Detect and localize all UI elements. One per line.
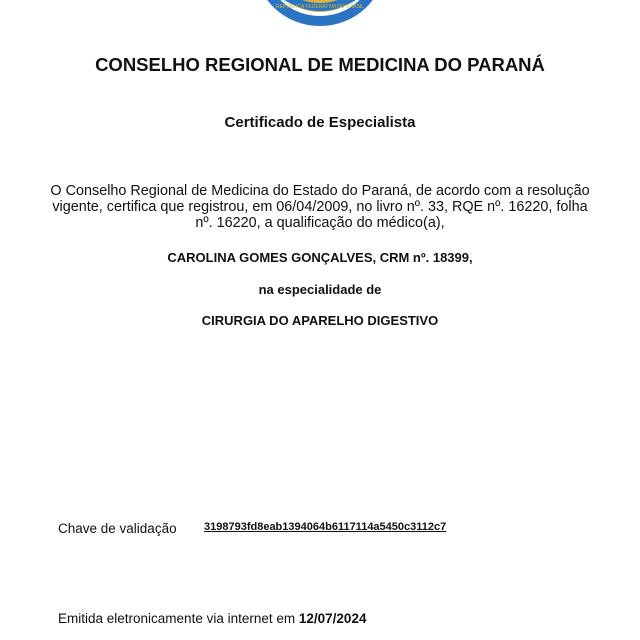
doctor-name: CAROLINA GOMES GONÇALVES, CRM nº. 18399, <box>167 250 473 265</box>
specialty-label: na especialidade de <box>258 282 382 297</box>
crm-seal-logo <box>253 0 387 28</box>
validation-key-link[interactable]: 3198793fd8eab1394064b6117114a5450c3112c7 <box>204 521 447 533</box>
issued-statement <box>58 611 366 626</box>
certificate-subtitle: Certificado de Especialista <box>224 114 416 131</box>
specialty-name: CIRURGIA DO APARELHO DIGESTIVO <box>201 313 439 328</box>
issued-date: 12/07/2024 <box>298 611 367 626</box>
page-title: CONSELHO REGIONAL DE MEDICINA DO PARANÁ <box>95 54 545 75</box>
issued-text: Emitida eletronicamente via internet em <box>58 611 296 626</box>
certificate-paragraph: O Conselho Regional de Medicina do Estado do Paraná, de acordo com a resolução vigente, certifica que registrou, em 06/04/2009, no livro nº. 33, RQE nº. 16220, folha nº. 16220, a qualificação do médico(a), <box>50 183 590 231</box>
svg-text:REPÚBLICA FEDERATIVA DO BRASIL: REPÚBLICA FEDERATIVA DO BRASIL <box>276 4 364 10</box>
validation-key-label: Chave de validação <box>58 521 177 536</box>
